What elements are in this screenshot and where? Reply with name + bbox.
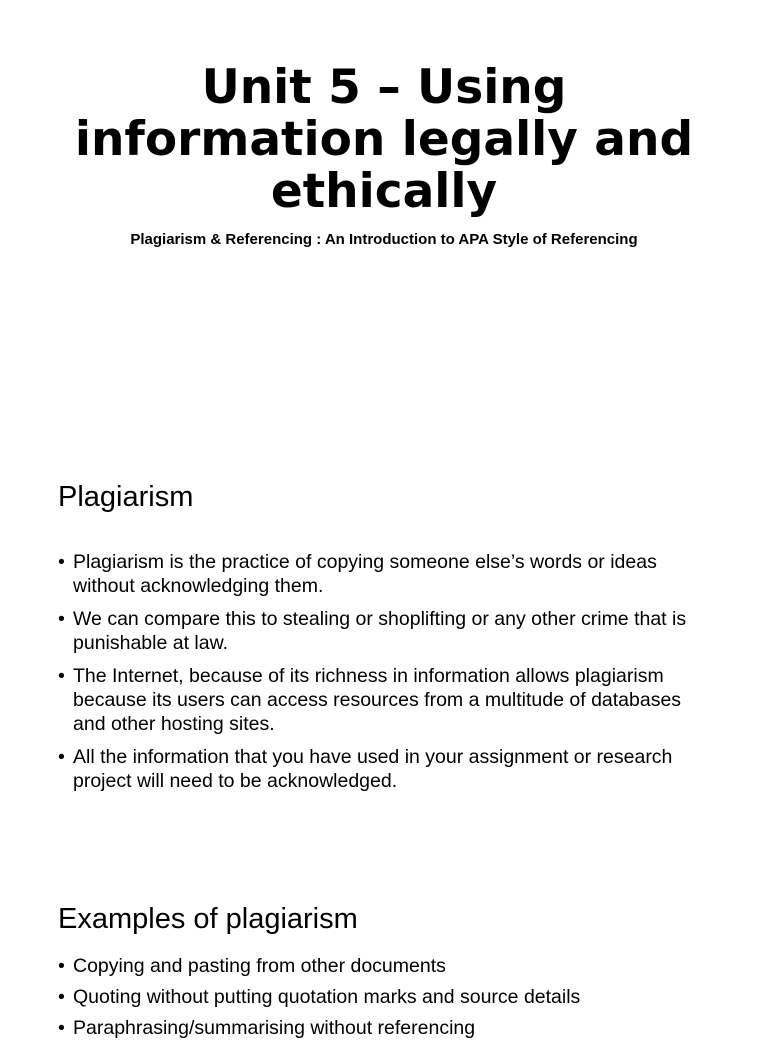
bullet-text: We can compare this to stealing or shoplifting or any other crime that is punishable at law. bbox=[73, 608, 687, 654]
bullet-item bbox=[58, 664, 718, 736]
bullet-item bbox=[58, 954, 718, 978]
examples-bullet-list bbox=[58, 954, 718, 1047]
examples-heading: Examples of plagiarism bbox=[58, 903, 358, 935]
bullet-dot: • bbox=[58, 665, 65, 687]
bullet-item bbox=[58, 607, 718, 655]
bullet-dot: • bbox=[58, 551, 65, 573]
bullet-item bbox=[58, 1016, 718, 1040]
bullet-item bbox=[58, 550, 718, 598]
bullet-text: Plagiarism is the practice of copying someone else’s words or ideas without acknowledging them. bbox=[73, 551, 657, 597]
plagiarism-heading: Plagiarism bbox=[58, 481, 194, 513]
bullet-dot: • bbox=[58, 955, 65, 977]
bullet-item bbox=[58, 745, 718, 793]
bullet-text: Copying and pasting from other documents bbox=[73, 955, 446, 977]
bullet-item bbox=[58, 985, 718, 1009]
slide-title: Unit 5 – Using information legally and ethically bbox=[74, 60, 694, 219]
bullet-dot: • bbox=[58, 608, 65, 630]
bullet-dot: • bbox=[58, 1017, 65, 1039]
bullet-text: Paraphrasing/summarising without referencing bbox=[73, 1017, 476, 1039]
bullet-text: All the information that you have used in your assignment or research project will need to be acknowledged. bbox=[73, 746, 673, 792]
bullet-dot: • bbox=[58, 746, 65, 768]
bullet-text: The Internet, because of its richness in information allows plagiarism because its users can access resources from a multitude of databases and other hosting sites. bbox=[73, 665, 682, 735]
bullet-dot: • bbox=[58, 986, 65, 1008]
bullet-text: Quoting without putting quotation marks and source details bbox=[73, 986, 581, 1008]
slide-subtitle: Plagiarism & Referencing : An Introduction to APA Style of Referencing bbox=[130, 231, 638, 248]
plagiarism-bullet-list bbox=[58, 550, 718, 802]
